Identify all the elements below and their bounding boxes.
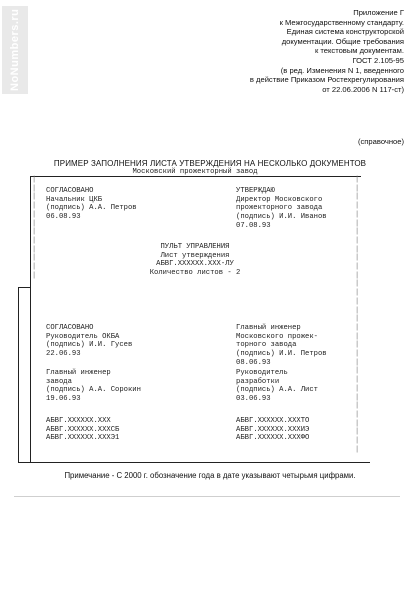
appendix-line: Приложение Г xyxy=(353,8,404,17)
document-codes-left xyxy=(46,417,119,443)
appendix-line: (в ред. Изменения N 1, введенного xyxy=(280,65,404,75)
document-code: АБВГ.XXXXXX.XXX xyxy=(46,417,111,425)
sheet-border-step xyxy=(18,287,31,463)
document-code: АБВГ.XXXXXX.XXXТО xyxy=(236,417,310,425)
appendix-line: от 22.06.2006 N 117-ст) xyxy=(322,84,404,94)
document-code: АБВГ.XXXXXX.XXXСБ xyxy=(46,425,120,434)
document-code: АБВГ.XXXXXX.XXXИЭ xyxy=(236,425,310,434)
divider xyxy=(14,496,400,497)
document-codes-right xyxy=(236,417,309,443)
reference-note: (справочное) xyxy=(357,137,404,146)
document-code: АБВГ.XXXXXX.XXXЭ1 xyxy=(46,434,120,443)
agreed-block-top: СОГЛАСОВАНО Начальник ЦКБ (подпись) А.А. Петров 06.08.93 xyxy=(46,187,137,222)
appendix-line: в действие Приказом Ростехрегулирования xyxy=(249,75,404,85)
development-head-block: Руководитель разработки (подпись) А.А. Лист 03.06.93 xyxy=(236,369,318,404)
appendix-header xyxy=(164,8,404,94)
appendix-line: Единая система конструкторской xyxy=(286,27,404,37)
appendix-line: ГОСТ 2.105-95 xyxy=(352,55,404,65)
chief-engineer-right-block: Главный инженер Московского прожек- торного завода (подпись) И.И. Петров 08.06.93 xyxy=(236,324,327,367)
sheet-border-bottom xyxy=(18,462,370,463)
page-title: ПРИМЕР ЗАПОЛНЕНИЯ ЛИСТА УТВЕРЖДЕНИЯ НА НЕСКОЛЬКО ДОКУМЕНТОВ xyxy=(53,159,367,168)
appendix-line: документации. Общие требования xyxy=(281,36,404,46)
approved-block: УТВЕРЖДАЮ Директор Московского прожекторного завода (подпись) И.И. Иванов 07.08.93 xyxy=(236,187,327,230)
chief-engineer-left-block: Главный инженер завода (подпись) А.А. Сорокин 19.06.93 xyxy=(46,369,141,404)
agreed-block-left: СОГЛАСОВАНО Руководитель ОКБА (подпись) И.И. Гусев 22.06.93 xyxy=(46,324,133,359)
appendix-line: к Межгосударственному стандарту. xyxy=(279,17,404,27)
document-title-block: ПУЛЬТ УПРАВЛЕНИЯ Лист утверждения АБВГ.XXXXXX.XXX-ЛУ Количество листов - 2 xyxy=(149,243,241,278)
document-code: АБВГ.XXXXXX.XXXФО xyxy=(236,434,310,443)
footnote: Примечание - С 2000 г. обозначение года в дате указывают четырьмя цифрами. xyxy=(64,471,356,480)
organization-name: Московский прожекторный завод xyxy=(132,168,258,176)
appendix-line: к текстовым документам. xyxy=(314,46,404,56)
sheet-side-marks-left: | | | | | | | | | | | | xyxy=(32,176,37,280)
sheet-side-marks-right: | | | | | | | | | | | | | | | | | | | | | | | | | | | | | | | | xyxy=(355,176,360,454)
watermark-logo: NoNumbers.ru xyxy=(2,6,28,94)
